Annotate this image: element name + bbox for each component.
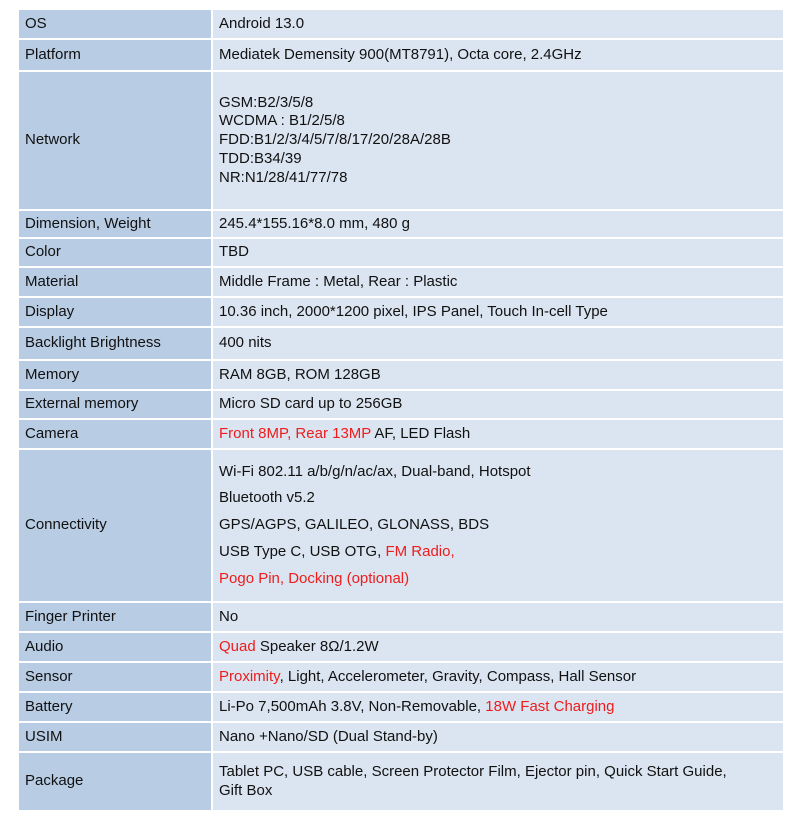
spec-row-battery [18,692,784,722]
spec-row-display [18,297,784,327]
spec-value [212,327,784,360]
spec-row-material [18,267,784,297]
value-line [219,459,777,486]
spec-row-platform [18,39,784,71]
spec-label: Finger Printer [18,602,212,632]
value-line [219,512,777,539]
value-line [219,566,777,593]
value-text: Middle Frame : Metal, Rear : Plastic [219,272,458,290]
spec-row-connectivity [18,449,784,602]
spec-value [212,662,784,692]
value-text: Mediatek Demensity 900(MT8791), Octa core, 2.4GHz [219,45,582,63]
value-text: TBD [219,243,249,261]
value-text: USB Type C, USB OTG, [219,542,386,560]
value-text: Nano +Nano/SD (Dual Stand-by) [219,727,438,745]
spec-value [212,297,784,327]
spec-label: Audio [18,632,212,662]
highlight-text: Pogo Pin, Docking (optional) [219,569,410,587]
spec-label: Platform [18,39,212,71]
value-text: , Light, Accelerometer, Gravity, Compass, Hall Sensor [279,667,637,685]
spec-value [212,752,784,811]
spec-label: Display [18,297,212,327]
value-text: Android 13.0 [219,14,305,32]
spec-value [212,238,784,267]
spec-value [212,390,784,419]
spec-label: OS [18,9,212,39]
spec-row-usim [18,722,784,752]
value-line [219,539,777,566]
spec-value [212,9,784,39]
value-line: Gift Box [219,781,273,799]
spec-label: Network [18,71,212,210]
spec-label: Package [18,752,212,811]
spec-label: Material [18,267,212,297]
spec-value [212,632,784,662]
spec-row-external-memory [18,390,784,419]
spec-value [212,39,784,71]
spec-value [212,602,784,632]
value-text: 10.36 inch, 2000*1200 pixel, IPS Panel, Touch In-cell Type [219,302,608,320]
value-text: Li-Po 7,500mAh 3.8V, Non-Removable, [219,697,486,715]
spec-value [212,210,784,238]
spec-label: Color [18,238,212,267]
spec-value [212,71,784,210]
value-line: WCDMA : B1/2/5/8 [219,112,345,130]
spec-row-audio [18,632,784,662]
value-line: NR:N1/28/41/77/78 [219,168,348,186]
highlight-text: Front 8MP, Rear 13MP [219,424,372,442]
value-text: Micro SD card up to 256GB [219,395,403,413]
highlight-text: Proximity [219,667,280,685]
spec-value [212,722,784,752]
value-text: GPS/AGPS, GALILEO, GLONASS, BDS [219,516,490,534]
value-text: Bluetooth v5.2 [219,489,315,507]
value-text: 245.4*155.16*8.0 mm, 480 g [219,214,410,232]
spec-label: Battery [18,692,212,722]
value-text: 400 nits [219,334,272,352]
spec-row-memory [18,360,784,390]
spec-row-sensor [18,662,784,692]
spec-label: Connectivity [18,449,212,602]
value-line: Tablet PC, USB cable, Screen Protector Film, Ejector pin, Quick Start Guide, [219,762,727,780]
spec-label: Dimension, Weight [18,210,212,238]
spec-row-camera [18,419,784,449]
highlight-text: Quad [219,637,256,655]
value-text: Speaker 8Ω/1.2W [255,637,379,655]
spec-row-backlight-brightness [18,327,784,360]
value-text: AF, LED Flash [371,424,471,442]
spec-row-os [18,9,784,39]
spec-row-color [18,238,784,267]
spec-row-dimension-weight [18,210,784,238]
value-text: No [219,607,239,625]
value-text: Wi-Fi 802.11 a/b/g/n/ac/ax, Dual-band, Hotspot [219,462,531,480]
value-line: FDD:B1/2/3/4/5/7/8/17/20/28A/28B [219,131,451,149]
spec-row-network [18,71,784,210]
spec-label: Sensor [18,662,212,692]
spec-label: Backlight Brightness [18,327,212,360]
spec-value [212,449,784,602]
value-line: GSM:B2/3/5/8 [219,93,314,111]
spec-label: External memory [18,390,212,419]
spec-label: USIM [18,722,212,752]
spec-value [212,360,784,390]
spec-label: Camera [18,419,212,449]
highlight-text: 18W Fast Charging [485,697,615,715]
value-line: TDD:B34/39 [219,149,302,167]
spec-row-package [18,752,784,811]
spec-row-finger-printer [18,602,784,632]
highlight-text: FM Radio, [385,542,455,560]
spec-value [212,419,784,449]
spec-table [17,8,785,812]
value-line [219,485,777,512]
spec-label: Memory [18,360,212,390]
spec-value [212,267,784,297]
value-text: RAM 8GB, ROM 128GB [219,365,381,383]
spec-value [212,692,784,722]
